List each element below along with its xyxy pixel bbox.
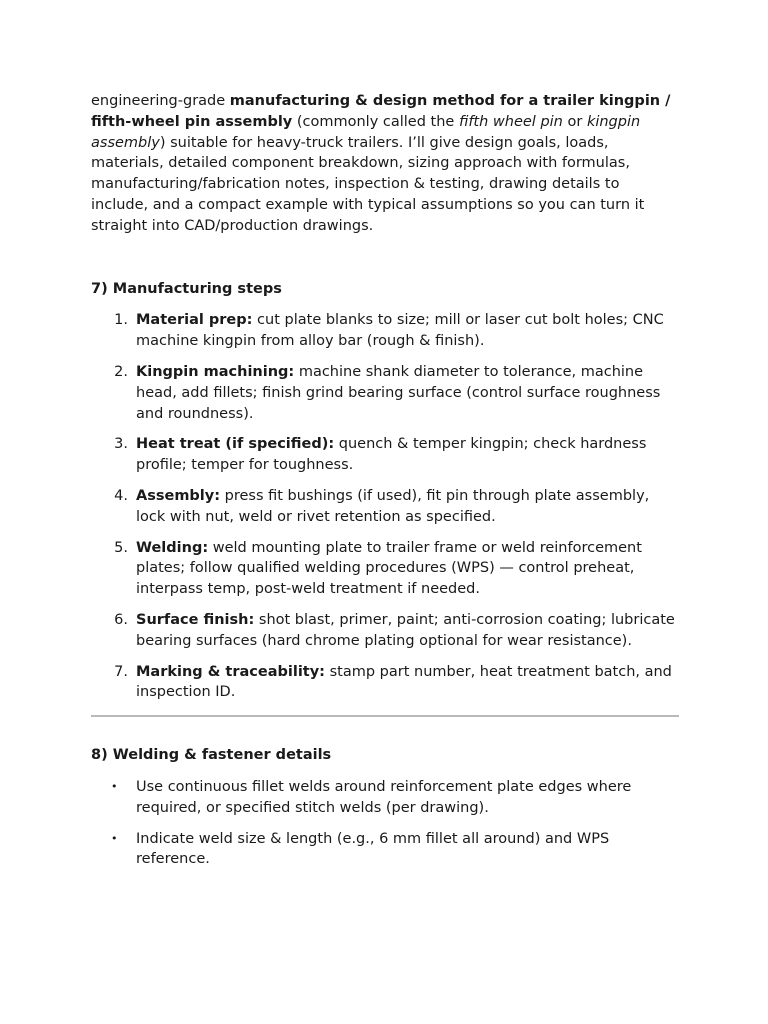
intro-text: (commonly called the — [292, 113, 459, 130]
document-body — [91, 91, 679, 880]
step-label: Welding: — [136, 539, 209, 556]
list-item — [91, 362, 679, 424]
step-label: Surface finish: — [136, 611, 255, 628]
step-number: 6. — [114, 611, 128, 628]
step-number: 4. — [114, 487, 128, 504]
intro-bold: manufacturing & design method for a trailer kingpin / fifth-wheel pin assembly — [91, 93, 671, 130]
section-7-heading: 7) Manufacturing steps — [91, 280, 282, 297]
step-label: Marking & traceability: — [136, 663, 325, 680]
list-item — [91, 434, 679, 476]
step-label: Heat treat (if specified): — [136, 436, 335, 453]
step-text: quench & temper kingpin; check hardness profile; temper for toughness. — [136, 436, 647, 474]
list-item — [91, 538, 679, 600]
step-number: 2. — [114, 363, 128, 380]
step-number: 1. — [114, 312, 128, 329]
step-number: 7. — [114, 663, 128, 680]
step-number: 3. — [114, 436, 128, 453]
list-item — [91, 777, 679, 819]
bullet-text: Indicate weld size & length (e.g., 6 mm fillet all around) and WPS reference. — [136, 830, 610, 868]
intro-italic: kingpin assembly — [91, 113, 641, 151]
intro-italic: fifth wheel pin — [458, 113, 563, 130]
intro-text: engineering-grade — [91, 93, 230, 109]
step-number: 5. — [114, 539, 128, 556]
list-item — [91, 662, 679, 704]
step-text: shot blast, primer, paint; anti-corrosion coating; lubricate bearing surfaces (hard chrome plating optional for wear resistance). — [136, 611, 675, 649]
list-item — [91, 829, 679, 871]
step-label: Assembly: — [136, 487, 221, 504]
list-item — [91, 610, 679, 652]
intro-paragraph — [91, 91, 679, 237]
bullet-icon: • — [111, 831, 118, 845]
manufacturing-steps-list — [91, 310, 679, 703]
intro-text: ) suitable for heavy-truck trailers. I’ll give design goals, loads, materials, detailed component breakdown, sizing approach with formulas, manufacturing/fabrication notes, inspection & testing, drawing details to include, and a compact example with typical assumptions so you can turn it straight into CAD/production drawings. — [91, 134, 645, 234]
welding-details-list — [91, 777, 679, 870]
bullet-text: Use continuous fillet welds around reinforcement plate edges where required, or specified stitch welds (per drawing). — [136, 778, 632, 816]
step-text: machine shank diameter to tolerance, machine head, add fillets; finish grind bearing surface (control surface roughness and roundness). — [136, 363, 661, 422]
intro-text: or — [562, 113, 587, 130]
step-text: cut plate blanks to size; mill or laser cut bolt holes; CNC machine kingpin from alloy bar (rough & finish). — [136, 312, 664, 350]
step-text: press fit bushings (if used), fit pin through plate assembly, lock with nut, weld or rivet retention as specified. — [136, 487, 650, 525]
step-text: stamp part number, heat treatment batch, and inspection ID. — [136, 663, 672, 701]
list-item — [91, 486, 679, 528]
step-label: Material prep: — [136, 312, 253, 329]
list-item — [91, 310, 679, 352]
section-divider — [91, 715, 679, 717]
bullet-icon: • — [111, 779, 118, 793]
step-label: Kingpin machining: — [136, 363, 295, 380]
step-text: weld mounting plate to trailer frame or weld reinforcement plates; follow qualified welding procedures (WPS) — control preheat, interpass temp, post-weld treatment if needed. — [136, 539, 642, 598]
section-8-heading: 8) Welding & fastener details — [91, 747, 332, 764]
